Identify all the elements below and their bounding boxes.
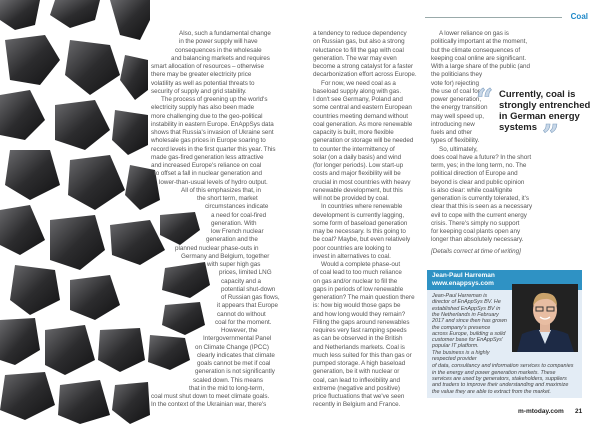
text-line: vote for) rejecting <box>431 79 480 87</box>
text-line: capacity is built, more flexible <box>313 129 394 136</box>
text-line: requires very fast ramping speeds <box>313 327 407 334</box>
text-line: The process of greening up the world's <box>161 96 268 103</box>
text-line: with super high gas <box>207 261 261 268</box>
text-line: fuels and other <box>431 129 473 136</box>
text-line: potential shut-down <box>221 285 276 293</box>
text-line: services are used by generators, stakeholders, suppliers <box>432 375 567 382</box>
text-line: and increased Europe's reliance on coal <box>151 162 262 169</box>
text-line: development is currently lagging, <box>313 211 405 219</box>
text-line: political direction of Europe and <box>431 170 518 178</box>
text-line: wholesale gas prices in Europe soaring to <box>151 137 266 145</box>
text-line: and balancing markets and requires <box>171 54 270 62</box>
text-line: director of EnAppSys BV. He <box>432 299 501 306</box>
text-line: In the context of the Ukrainian war, there's <box>151 401 267 409</box>
text-line: generation? The main question there <box>313 294 415 301</box>
text-line: baseload supply along with gas. <box>313 87 402 95</box>
text-line: extreme (negative and positive) <box>313 384 400 392</box>
text-line: Filling the gaps around renewables <box>313 318 410 326</box>
text-line: is also clear: while coal/lignite <box>431 186 513 194</box>
text-line: on gas and/or nuclear to fill the <box>313 277 398 285</box>
text-line: Intergovernmental Panel <box>203 335 272 343</box>
text-line: generation is currently tolerated, it's <box>431 195 530 202</box>
text-line: Germany and Belgium, together <box>181 252 270 260</box>
text-line: to counter the intermittency of <box>313 145 395 153</box>
text-line: decarbonization effort across Europe. <box>313 71 417 79</box>
text-line: it appears that Europe <box>217 302 279 310</box>
text-line: on Russian gas, but also a strong <box>313 38 405 46</box>
text-line: generation. With <box>211 219 257 227</box>
text-line: some form of baseload generation <box>313 219 408 227</box>
text-line: crisis. There's simply no support <box>431 219 520 227</box>
text-line: the company's presence <box>432 324 491 331</box>
text-line: poor countries are looking to <box>313 244 392 252</box>
text-line: types of flexibility. <box>431 137 480 145</box>
text-line: circumstances indicate <box>205 203 269 211</box>
text-line: may well speed up, <box>431 112 485 120</box>
text-line: coal, can lead to inflexibility and <box>313 376 401 384</box>
text-line: on Climate Change (IPCC) <box>195 343 269 351</box>
text-line: may be necessary. Is this going to <box>313 228 406 235</box>
text-line: goals cannot be met if coal <box>197 360 271 367</box>
author-bio-box <box>427 270 582 398</box>
text-line: prices, limited LNG <box>219 269 272 277</box>
text-line: invest in alternatives to coal. <box>313 252 391 260</box>
text-line: more challenging due to the geo-political <box>151 112 263 120</box>
text-line: and how long would they remain? <box>313 310 406 318</box>
text-line: price fluctuations that we've seen <box>313 393 405 400</box>
text-line: Jean-Paul Harreman is <box>432 293 488 299</box>
pull-quote: Currently, coal is strongly entrenched in German energy systems <box>499 89 591 133</box>
text-line: volatility as well as potential threats to <box>151 79 255 87</box>
text-line: customer base for EnAppSys' <box>432 337 503 344</box>
text-line: pumped storage. A high baseload <box>313 360 406 367</box>
text-line: security of supply and grid stability. <box>151 87 247 95</box>
text-line: made gas-fired generation less attractive <box>151 153 264 161</box>
text-line: evil to cope with the current energy <box>431 211 527 219</box>
text-line: generation is not significantly <box>195 368 275 376</box>
text-line: smart allocation of resources – otherwise <box>151 63 264 70</box>
text-line: to offset a fall in nuclear generation and <box>154 170 263 178</box>
text-line: of coal lead to too much reliance <box>313 269 402 277</box>
header-rule <box>425 17 562 18</box>
text-line: generation, be it with nuclear or <box>313 368 400 376</box>
text-line: power generation, <box>431 96 482 103</box>
open-quote-icon: “ <box>476 83 494 118</box>
text-line: but the climate consequences of <box>431 46 521 54</box>
text-line: record levels in the first quarter this year. This <box>151 145 276 153</box>
text-line: A lower reliance on gas is <box>439 30 509 37</box>
text-line: So, ultimately, <box>439 145 478 153</box>
text-line: recently in Belgium and France. <box>313 401 401 409</box>
text-line: respected provider <box>432 356 477 362</box>
text-line: coal for the moment. <box>215 318 272 326</box>
text-line: is: how big would those gaps be <box>313 302 401 310</box>
text-line: I don't see Germany, Poland and <box>313 96 403 103</box>
section-title: Coal <box>570 12 588 21</box>
text-line: the short term, market <box>197 195 258 202</box>
text-line: of Russian gas flows, <box>221 294 280 301</box>
text-line: be coal? Maybe, but even relatively <box>313 236 411 244</box>
text-line: However, the <box>221 327 258 334</box>
text-line: the value they are able to extract from the market. <box>432 388 551 395</box>
text-line: In countries where renewable <box>321 203 403 211</box>
text-line: and Netherlands markets. Coal is <box>313 343 405 351</box>
page-number: 21 <box>575 408 583 415</box>
author-website[interactable]: www.enappsys.com <box>432 280 494 287</box>
text-line: instability in eastern Europe. EnAppSys data <box>151 120 274 128</box>
text-line: consequences in the wholesale <box>175 46 262 54</box>
text-line: low French nuclear <box>211 228 264 235</box>
text-line: some central and eastern European <box>313 104 412 112</box>
text-line: as can be observed in the British <box>313 335 403 343</box>
text-line: and traders to improve their understanding and maximize <box>432 382 569 389</box>
text-line: countries meeting demand without <box>313 112 409 120</box>
text-line: term, yes; in the long term, no. The <box>431 162 527 169</box>
text-line: become a strong catalyst for a faster <box>313 63 414 70</box>
text-line: For now, we need coal as a <box>321 79 396 87</box>
text-line: coal generation. As more renewable <box>313 120 413 128</box>
text-line: much less suited for this than gas or <box>313 351 412 359</box>
text-line: in the energy and power generation markets. These <box>432 369 556 376</box>
text-line: for keeping coal plants open any <box>431 228 521 235</box>
text-line: All of this emphasizes that, in <box>181 186 262 194</box>
text-line: in the power supply will have <box>179 38 258 46</box>
text-line: Would a complete phase-out <box>321 261 401 268</box>
text-line: gaps in periods of low renewable <box>313 285 404 293</box>
text-line: (for longer periods). Low start-up <box>313 162 404 169</box>
text-line: politically important at the moment, <box>431 38 528 46</box>
text-line: there may be greater electricity price <box>151 71 252 79</box>
text-line: does coal have a future? In the short <box>431 153 532 161</box>
text-line: the energy transition <box>431 104 488 112</box>
text-line: popular IT platform. <box>432 343 479 350</box>
text-line: renewable development, but this <box>313 186 403 194</box>
text-line: 2017 and since then has grown <box>432 318 507 325</box>
text-line: Also, such a fundamental change <box>179 30 271 37</box>
text-line: generation or storage will be needed <box>313 137 414 145</box>
text-line: shows that Russia's invasion of Ukraine sent <box>151 129 274 136</box>
text-line: capacity and a <box>221 277 262 285</box>
footer-website[interactable]: m-mtoday.com <box>518 408 564 415</box>
text-line: the use of coal for <box>431 87 480 95</box>
text-line: longer than absolutely necessary. <box>431 236 524 244</box>
text-line: reluctance to fill the gap with coal <box>313 46 404 54</box>
text-line: that in the mid to long-term, <box>189 384 265 392</box>
text-line: beyond is clear and public opinion <box>431 178 525 186</box>
text-line: planned nuclear phase-outs in <box>175 244 259 252</box>
text-line: keeping coal online are significant. <box>431 54 527 62</box>
text-line: electricity supply has also been made <box>151 104 255 112</box>
text-line: cannot do without <box>217 310 266 318</box>
text-line: across Europe, building a solid <box>432 330 506 337</box>
text-line: will not be provided by coal. <box>313 195 389 202</box>
text-line: clear that this is seen as a necessary <box>431 203 533 211</box>
text-line: of data, consultancy and information services to companies <box>432 363 574 370</box>
text-line: coal must shut down to meet climate goals. <box>151 393 270 400</box>
text-line: crucial in most countries with heavy <box>313 178 411 186</box>
text-line: solar (on a daily basis) and wind <box>313 153 402 161</box>
text-line: the Netherlands in February <box>432 311 499 318</box>
text-line: generation and the <box>206 236 258 244</box>
text-line: established EnAppSys BV in <box>432 305 501 312</box>
text-line: scaled down. This means <box>193 376 264 384</box>
text-line: introducing new <box>431 120 475 128</box>
text-line: a need for coal-fired <box>211 211 267 219</box>
text-line: With a large share of the public (and <box>431 63 531 70</box>
text-line: a tendency to reduce dependency <box>313 30 407 37</box>
close-quote-icon: ” <box>542 119 560 154</box>
text-line: generation. The war may even <box>313 54 397 62</box>
text-line: clearly indicates that climate <box>197 351 275 359</box>
text-line: The business is a highly <box>432 349 490 356</box>
text-line: lower-than-usual levels of hydro output. <box>159 178 268 186</box>
author-name: Jean-Paul Harreman <box>432 272 495 279</box>
text-line: costs and major flexibility will be <box>313 170 401 178</box>
author-photo <box>512 284 578 352</box>
note: [Details correct at time of writing] <box>431 248 521 255</box>
text-line: the politicians they <box>431 71 483 79</box>
